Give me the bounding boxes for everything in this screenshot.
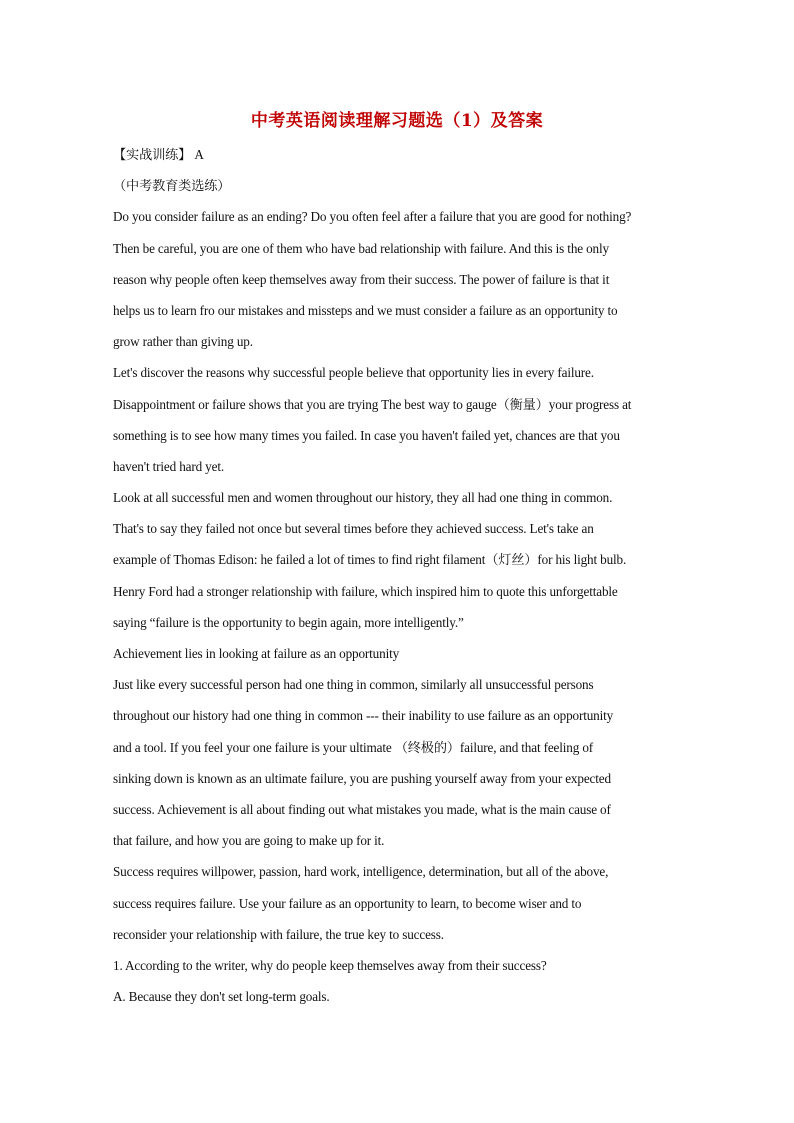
document-body <box>113 139 683 1012</box>
paragraph-line: Achievement lies in looking at failure as an opportunity <box>113 646 400 661</box>
paragraph-line: Success requires willpower, passion, hard work, intelligence, determination, but all of the above, <box>113 864 609 880</box>
question-text: 1. According to the writer, why do people keep themselves away from their success? <box>113 957 547 973</box>
answer-option: A. Because they don't set long-term goals. <box>113 989 330 1005</box>
paragraph-line: Look at all successful men and women throughout our history, they all had one thing in common. <box>113 490 613 506</box>
paragraph-line: Just like every successful person had one thing in common, similarly all unsuccessful persons <box>113 677 594 693</box>
document-title: 中考英语阅读理解习题选（1）及答案 <box>250 111 544 131</box>
paragraph-line: Let's discover the reasons why successful people believe that opportunity lies in every failure. <box>113 365 594 381</box>
paragraph-line: reconsider your relationship with failure, the true key to success. <box>113 926 444 942</box>
paragraph-line: that failure, and how you are going to make up for it. <box>113 833 385 849</box>
paragraph-line: Henry Ford had a stronger relationship with failure, which inspired him to quote this unforgettable <box>113 583 618 599</box>
paragraph-line: That's to say they failed not once but several times before they achieved success. Let's take an <box>113 521 594 537</box>
paragraph-line: sinking down is known as an ultimate failure, you are pushing yourself away from your expected <box>113 770 611 786</box>
paragraph-line: grow rather than giving up. <box>113 334 253 350</box>
paragraph-line: Disappointment or failure shows that you are trying The best way to gauge（衡量）your progress at <box>113 396 632 412</box>
paragraph-line: throughout our history had one thing in common --- their inability to use failure as an opportunity <box>113 708 614 724</box>
paragraph-line: success requires failure. Use your failure as an opportunity to learn, to become wiser and to <box>113 895 582 911</box>
paragraph-line: success. Achievement is all about finding out what mistakes you made, what is the main cause of <box>113 801 611 817</box>
paragraph-line: saying “failure is the opportunity to begin again, more intelligently.” <box>113 614 464 630</box>
section-heading: 【实战训练】 A <box>113 147 204 162</box>
paragraph-line: Do you consider failure as an ending? Do you often feel after a failure that you are good for nothing? <box>113 209 632 225</box>
paragraph-line: something is to see how many times you failed. In case you haven't failed yet, chances are that you <box>113 427 620 443</box>
paragraph-line: and a tool. If you feel your one failure is your ultimate （终极的）failure, and that feeling of <box>113 739 593 755</box>
paragraph-line: helps us to learn fro our mistakes and missteps and we must consider a failure as an opportunity to <box>113 302 618 318</box>
section-source: （中考教育类选练） <box>113 178 231 194</box>
paragraph-line: Then be careful, you are one of them who have bad relationship with failure. And this is the only <box>113 240 609 256</box>
paragraph-line: reason why people often keep themselves away from their success. The power of failure is that it <box>113 271 610 287</box>
paragraph-line: example of Thomas Edison: he failed a lot of times to find right filament（灯丝）for his light bulb. <box>113 552 627 568</box>
paragraph-line: haven't tried hard yet. <box>113 458 224 474</box>
